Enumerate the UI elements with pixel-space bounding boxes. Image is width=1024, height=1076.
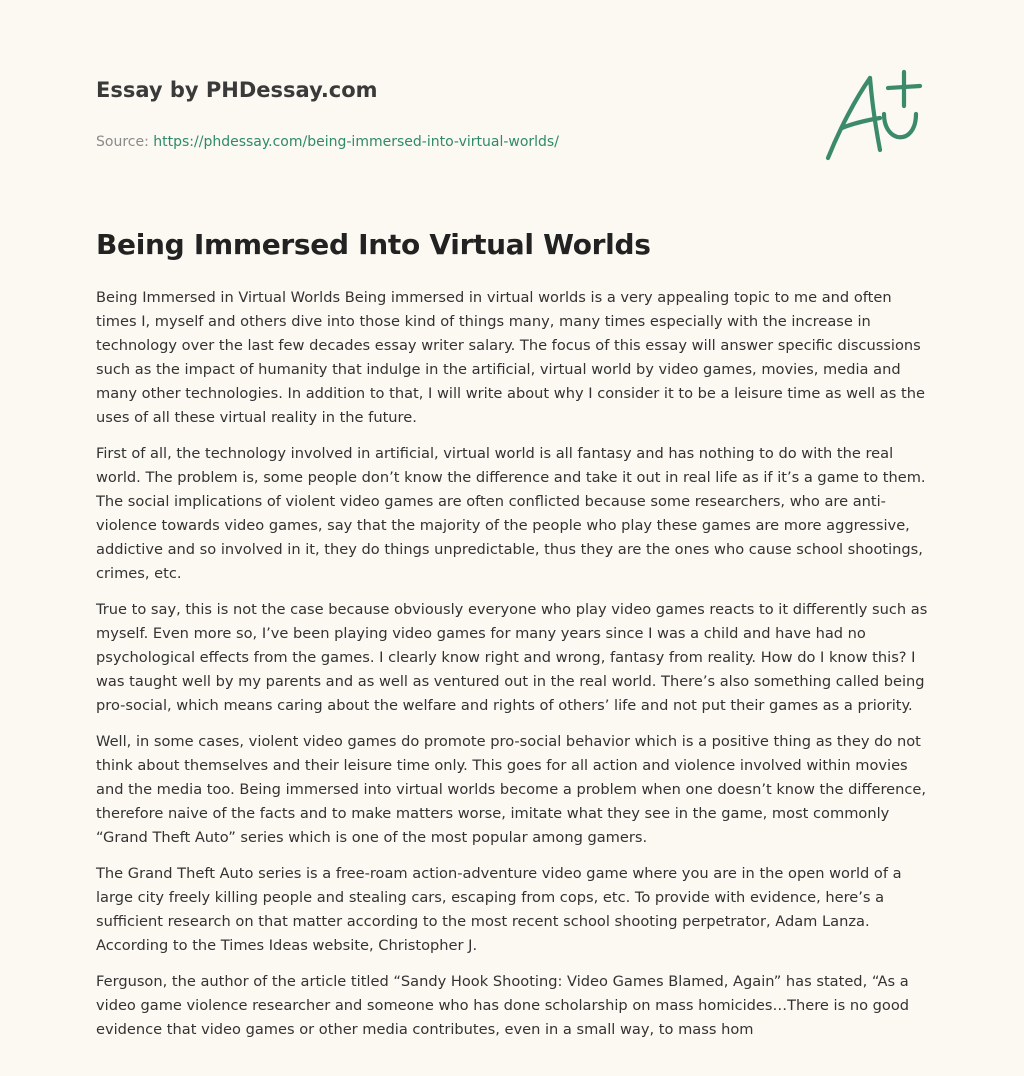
a-plus-logo-icon <box>820 66 928 166</box>
source-line <box>96 132 736 152</box>
source-link[interactable]: https://phdessay.com/being-immersed-into-virtual-worlds/ <box>153 134 559 150</box>
essay-paragraph: Well, in some cases, violent video games do promote pro-social behavior which is a positive thing as they do not think about themselves and their leisure time only. This goes for all action and violence involved within movies and the media too. Being immersed into virtual worlds become a problem when one doesn’t know the difference, therefore naive of the facts and to make matters worse, imitate what they see in the game, most commonly “Grand Theft Auto” series which is one of the most popular among gamers. <box>96 733 927 846</box>
essay-paragraph: Being Immersed in Virtual Worlds Being immersed in virtual worlds is a very appealing topic to me and often times I, myself and others dive into those kind of things many, many times especially with the increase in technology over the last few decades essay writer salary. The focus of this essay will answer specific discussions such as the impact of humanity that indulge in the artificial, virtual world by video games, movies, media and many other technologies. In addition to that, I will write about why I consider it to be a leisure time as well as the uses of all these virtual reality in the future. <box>96 289 925 426</box>
essay-body <box>96 286 932 1054</box>
essay-paragraph: The Grand Theft Auto series is a free-roam action-adventure video game where you are in the open world of a large city freely killing people and stealing cars, escaping from cops, etc. To provide with evidence, here’s a sufficient research on that matter according to the most recent school shooting perpetrator, Adam Lanza. According to the Times Ideas website, Christopher J. <box>96 865 902 954</box>
essay-paragraph: Ferguson, the author of the article titled “Sandy Hook Shooting: Video Games Blamed, Again” has stated, “As a video game violence researcher and someone who has done scholarship on mass homicides…There is no good evidence that video games or other media contributes, even in a small way, to mass hom <box>96 973 910 1038</box>
essay-paragraph: True to say, this is not the case because obviously everyone who play video games reacts to it differently such as myself. Even more so, I’ve been playing video games for many years since I was a child and have had no psychological effects from the games. I clearly know right and wrong, fantasy from reality. How do I know this? I was taught well by my parents and as well as ventured out in the real world. There’s also something called being pro-social, which means caring about the welfare and rights of others’ life and not put their games as a priority. <box>96 601 928 714</box>
essay-paragraph: First of all, the technology involved in artificial, virtual world is all fantasy and has nothing to do with the real world. The problem is, some people don’t know the difference and take it out in real life as if it’s a game to them. The social implications of violent video games are often conflicted because some researchers, who are anti-violence towards video games, say that the majority of the people who play these games are more aggressive, addictive and so involved in it, they do things unpredictable, thus they are the ones who cause school shootings, crimes, etc. <box>96 445 926 582</box>
source-label: Source: <box>96 134 154 150</box>
site-brand: Essay by PHDessay.com <box>96 78 378 102</box>
essay-header <box>96 74 736 152</box>
essay-title: Being Immersed Into Virtual Worlds <box>96 228 651 261</box>
